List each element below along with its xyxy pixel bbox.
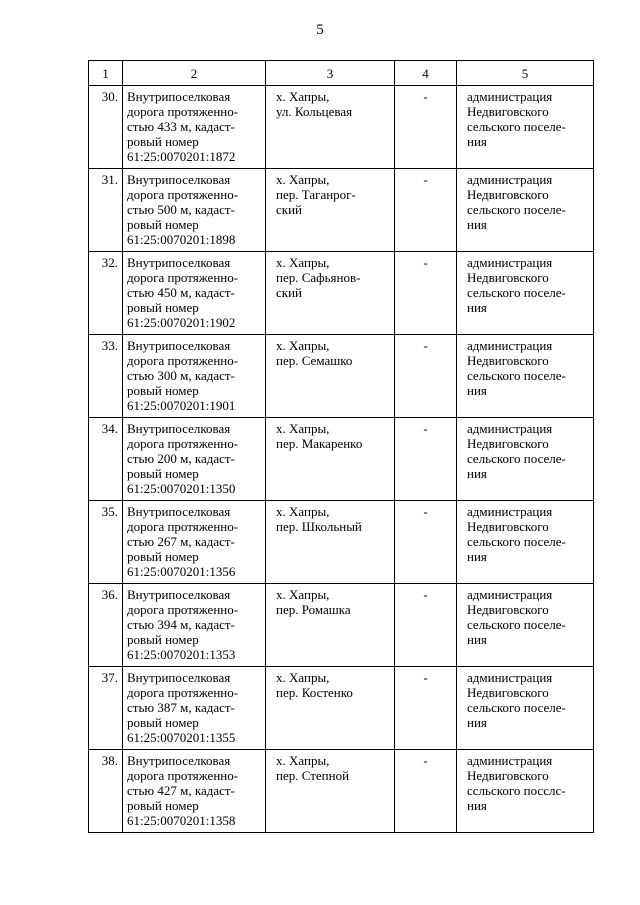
object-owner-line: ния (467, 466, 487, 481)
object-owner-line: Недвиговского (467, 270, 549, 285)
object-owner-line: Недвиговского (467, 104, 549, 119)
object-area: - (395, 750, 457, 833)
object-address-line: х. Хапры, (276, 753, 330, 768)
object-description-line: 61:25:0070201:1356 (127, 564, 236, 579)
object-owner (457, 252, 594, 335)
object-owner-line: сельского поселе- (467, 119, 566, 134)
object-description-line: Внутрипоселковая (127, 504, 231, 519)
object-owner-line: администрация (467, 421, 553, 436)
object-owner-line: Недвиговского (467, 353, 549, 368)
row-number: 32. (89, 252, 123, 335)
object-owner (457, 418, 594, 501)
object-address-line: х. Хапры, (276, 504, 330, 519)
object-description (123, 584, 266, 667)
table-row (89, 335, 594, 418)
object-description-line: 61:25:0070201:1350 (127, 481, 236, 496)
object-address-line: х. Хапры, (276, 338, 330, 353)
object-address-line: х. Хапры, (276, 421, 330, 436)
object-description-line: Внутрипоселковая (127, 753, 231, 768)
object-description-line: ровый номер (127, 715, 199, 730)
object-owner-line: администрация (467, 587, 553, 602)
object-owner-line: Недвиговского (467, 187, 549, 202)
object-owner-line: Недвиговского (467, 602, 549, 617)
object-address-line: пер. Семашко (276, 353, 353, 368)
object-area: - (395, 252, 457, 335)
object-description (123, 418, 266, 501)
object-owner-line: ссльского посслс- (467, 783, 566, 798)
object-address-line: ский (276, 285, 302, 300)
object-description-line: Внутрипоселковая (127, 587, 231, 602)
object-description-line: ровый номер (127, 300, 199, 315)
table-row (89, 169, 594, 252)
object-description-line: 61:25:0070201:1353 (127, 647, 236, 662)
object-owner (457, 750, 594, 833)
object-description-line: 61:25:0070201:1898 (127, 232, 236, 247)
column-header-3: 3 (266, 61, 395, 86)
object-area: - (395, 501, 457, 584)
object-description-line: стью 450 м, кадаст- (127, 285, 235, 300)
object-owner-line: администрация (467, 255, 553, 270)
object-owner-line: сельского поселе- (467, 202, 566, 217)
object-area: - (395, 86, 457, 169)
object-address-line: х. Хапры, (276, 89, 330, 104)
object-description-line: дорога протяженно- (127, 270, 239, 285)
property-registry-table (88, 60, 594, 833)
object-description (123, 501, 266, 584)
object-address (266, 667, 395, 750)
object-address-line: пер. Макаренко (276, 436, 363, 451)
object-owner (457, 335, 594, 418)
object-description-line: дорога протяженно- (127, 768, 239, 783)
object-owner-line: администрация (467, 670, 553, 685)
table-row (89, 86, 594, 169)
object-owner-line: администрация (467, 172, 553, 187)
row-number: 33. (89, 335, 123, 418)
column-header-4: 4 (395, 61, 457, 86)
object-description-line: Внутрипоселковая (127, 172, 231, 187)
object-description-line: стью 387 м, кадаст- (127, 700, 235, 715)
object-description-line: стью 267 м, кадаст- (127, 534, 235, 549)
object-description-line: Внутрипоселковая (127, 89, 231, 104)
object-description-line: стью 433 м, кадаст- (127, 119, 235, 134)
object-address (266, 86, 395, 169)
object-description-line: стью 500 м, кадаст- (127, 202, 235, 217)
object-owner-line: Недвиговского (467, 685, 549, 700)
object-address-line: х. Хапры, (276, 587, 330, 602)
table-header-row (89, 61, 594, 86)
object-description-line: Внутрипоселковая (127, 255, 231, 270)
object-description-line: 61:25:0070201:1872 (127, 149, 236, 164)
page-number: 5 (316, 22, 324, 38)
object-owner-line: Недвиговского (467, 436, 549, 451)
object-description-line: дорога протяженно- (127, 519, 239, 534)
object-description-line: стью 200 м, кадаст- (127, 451, 235, 466)
object-area: - (395, 584, 457, 667)
table-row (89, 750, 594, 833)
object-owner-line: ния (467, 632, 487, 647)
object-address-line: пер. Таганрог- (276, 187, 356, 202)
object-owner-line: сельского поселе- (467, 451, 566, 466)
column-header-5: 5 (457, 61, 594, 86)
table-row (89, 252, 594, 335)
object-owner-line: сельского поселе- (467, 285, 566, 300)
object-area: - (395, 335, 457, 418)
object-description (123, 169, 266, 252)
object-address-line: пер. Костенко (276, 685, 353, 700)
table-row (89, 584, 594, 667)
object-owner-line: администрация (467, 504, 553, 519)
object-address-line: пер. Сафьянов- (276, 270, 361, 285)
object-description-line: ровый номер (127, 134, 199, 149)
object-description-line: Внутрипоселковая (127, 421, 231, 436)
object-area: - (395, 169, 457, 252)
object-description-line: дорога протяженно- (127, 436, 239, 451)
object-address-line: пер. Школьный (276, 519, 362, 534)
object-owner-line: администрация (467, 753, 553, 768)
object-description (123, 335, 266, 418)
object-owner-line: сельского поселе- (467, 700, 566, 715)
object-owner-line: ния (467, 134, 487, 149)
object-owner-line: ния (467, 715, 487, 730)
object-owner-line: Недвиговского (467, 768, 549, 783)
object-area: - (395, 667, 457, 750)
object-owner-line: администрация (467, 89, 553, 104)
object-owner-line: ния (467, 300, 487, 315)
object-description-line: ровый номер (127, 383, 199, 398)
object-address-line: ский (276, 202, 302, 217)
object-description-line: 61:25:0070201:1355 (127, 730, 236, 745)
object-owner (457, 667, 594, 750)
object-owner-line: сельского поселе- (467, 534, 566, 549)
object-description-line: ровый номер (127, 466, 199, 481)
row-number: 31. (89, 169, 123, 252)
object-description-line: стью 394 м, кадаст- (127, 617, 235, 632)
object-address-line: х. Хапры, (276, 670, 330, 685)
object-description-line: дорога протяженно- (127, 187, 239, 202)
object-owner (457, 169, 594, 252)
object-description (123, 86, 266, 169)
object-address (266, 501, 395, 584)
table-row (89, 418, 594, 501)
object-description-line: ровый номер (127, 798, 199, 813)
row-number: 35. (89, 501, 123, 584)
object-address-line: пер. Степной (276, 768, 350, 783)
object-description-line: стью 300 м, кадаст- (127, 368, 235, 383)
object-description-line: ровый номер (127, 217, 199, 232)
object-description (123, 750, 266, 833)
object-owner-line: администрация (467, 338, 553, 353)
object-owner-line: ния (467, 383, 487, 398)
object-owner-line: ния (467, 217, 487, 232)
object-address (266, 418, 395, 501)
row-number: 30. (89, 86, 123, 169)
object-description-line: стью 427 м, кадаст- (127, 783, 235, 798)
object-owner-line: сельского поселе- (467, 617, 566, 632)
object-description-line: 61:25:0070201:1902 (127, 315, 236, 330)
object-description-line: ровый номер (127, 549, 199, 564)
object-description-line: 61:25:0070201:1358 (127, 813, 236, 828)
object-owner-line: ния (467, 549, 487, 564)
object-address (266, 169, 395, 252)
object-description-line: дорога протяженно- (127, 353, 239, 368)
row-number: 38. (89, 750, 123, 833)
column-header-1: 1 (89, 61, 123, 86)
object-owner-line: Недвиговского (467, 519, 549, 534)
column-header-2: 2 (123, 61, 266, 86)
object-address (266, 335, 395, 418)
object-owner (457, 86, 594, 169)
object-owner-line: сельского поселе- (467, 368, 566, 383)
object-description-line: ровый номер (127, 632, 199, 647)
object-address (266, 584, 395, 667)
object-address-line: пер. Ромашка (276, 602, 351, 617)
object-description-line: Внутрипоселковая (127, 338, 231, 353)
object-description-line: дорога протяженно- (127, 104, 239, 119)
object-description-line: Внутрипоселковая (127, 670, 231, 685)
row-number: 36. (89, 584, 123, 667)
object-address-line: х. Хапры, (276, 255, 330, 270)
object-owner (457, 584, 594, 667)
object-address-line: х. Хапры, (276, 172, 330, 187)
object-address-line: ул. Кольцевая (276, 104, 353, 119)
object-description-line: дорога протяженно- (127, 685, 239, 700)
table-row (89, 667, 594, 750)
object-description-line: дорога протяженно- (127, 602, 239, 617)
object-area: - (395, 418, 457, 501)
table-row (89, 501, 594, 584)
object-description (123, 667, 266, 750)
object-owner-line: ния (467, 798, 487, 813)
object-address (266, 750, 395, 833)
row-number: 37. (89, 667, 123, 750)
object-address (266, 252, 395, 335)
object-description (123, 252, 266, 335)
object-owner (457, 501, 594, 584)
row-number: 34. (89, 418, 123, 501)
object-description-line: 61:25:0070201:1901 (127, 398, 236, 413)
